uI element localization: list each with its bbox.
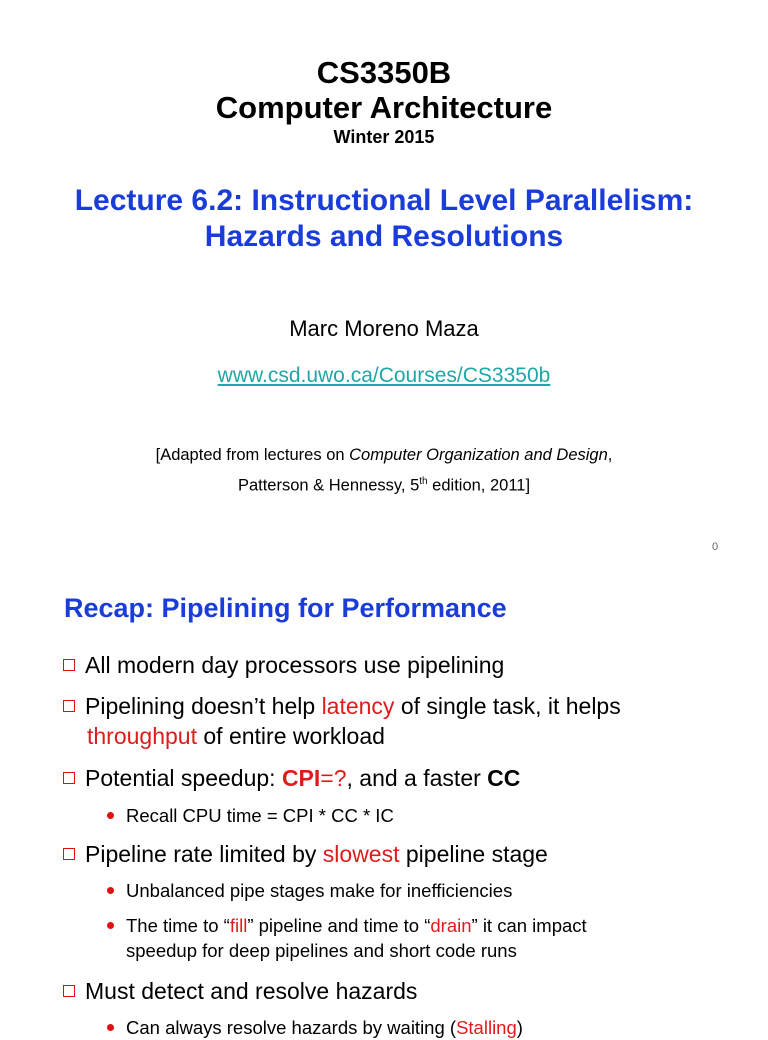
bullet-text: of single task, it helps xyxy=(394,693,621,719)
bullet-pipelining xyxy=(63,650,504,680)
author-name: Marc Moreno Maza xyxy=(289,316,479,341)
sub-bullet-fill-drain xyxy=(107,913,587,963)
sub-bullet-text: ” pipeline and time to “ xyxy=(247,915,431,936)
highlight-cpi: CPI xyxy=(281,765,321,791)
adapted-prefix: [Adapted from lectures on xyxy=(155,446,350,464)
adapted-edition: edition, 2011] xyxy=(427,476,531,495)
bullet-hazards xyxy=(63,976,417,1006)
adapted-comma: , xyxy=(607,446,613,464)
bullet-latency-throughput xyxy=(63,691,621,751)
highlight-throughput: throughput xyxy=(87,723,197,749)
sub-bullet-continuation: speedup for deep pipelines and short code runs xyxy=(126,940,517,961)
book-title: Computer Organization and Design xyxy=(349,446,608,464)
bullet-speedup xyxy=(63,763,520,793)
bullet-pipeline-rate xyxy=(63,839,548,869)
highlight-latency: latency xyxy=(321,693,395,719)
cc-text: CC xyxy=(487,765,521,791)
highlight-fill: fill xyxy=(229,915,248,936)
course-code: CS3350B xyxy=(316,55,452,90)
square-bullet-icon xyxy=(63,848,75,860)
course-url-link[interactable]: www.csd.uwo.ca/Courses/CS3350b xyxy=(217,364,551,387)
sub-bullet-text: Unbalanced pipe stages make for inefficiencies xyxy=(126,880,513,901)
highlight-drain: drain xyxy=(430,915,472,936)
lecture-title-line2: Hazards and Resolutions xyxy=(204,220,564,253)
course-name: Computer Architecture xyxy=(215,90,553,125)
bullet-continuation xyxy=(63,721,621,751)
bullet-text: All modern day processors use pipelining xyxy=(85,652,505,678)
square-bullet-icon xyxy=(63,772,75,784)
dot-bullet-icon xyxy=(107,922,114,929)
adapted-note-line2 xyxy=(0,468,768,500)
dot-bullet-icon xyxy=(107,1024,114,1031)
sub-bullet-text: Can always resolve hazards by waiting ( xyxy=(126,1017,457,1038)
bullet-text: , and a faster xyxy=(346,765,488,791)
url-row xyxy=(0,364,768,388)
page-number: 0 xyxy=(712,541,719,553)
recap-title: Recap: Pipelining for Performance xyxy=(64,593,507,623)
sub-bullet-text: ” it can impact xyxy=(471,915,587,936)
highlight-cpi-eq: =? xyxy=(320,765,347,791)
bullet-text: of entire workload xyxy=(196,723,385,749)
square-bullet-icon xyxy=(63,985,75,997)
edition-superscript: th xyxy=(419,476,428,487)
sub-bullet-text: ) xyxy=(516,1017,523,1038)
square-bullet-icon xyxy=(63,700,75,712)
dot-bullet-icon xyxy=(107,887,114,894)
highlight-stalling: Stalling xyxy=(456,1017,517,1038)
highlight-slowest: slowest xyxy=(322,841,400,867)
sub-bullet-text: Recall CPU time = CPI * CC * IC xyxy=(126,805,394,826)
sub-bullet-text: The time to “ xyxy=(126,915,230,936)
bullet-text: Pipelining doesn’t help xyxy=(85,693,322,719)
recap-slide xyxy=(0,565,768,1038)
sub-bullet-stalling xyxy=(107,1015,523,1040)
sub-bullet-unbalanced xyxy=(107,878,512,903)
term: Winter 2015 xyxy=(333,127,435,147)
sub-bullet-cpu-time xyxy=(107,803,394,828)
bullet-text: pipeline stage xyxy=(399,841,548,867)
bullet-text: Must detect and resolve hazards xyxy=(85,978,418,1004)
lecture-title-line1: Lecture 6.2: Instructional Level Parallelism: xyxy=(74,184,694,217)
square-bullet-icon xyxy=(63,659,75,671)
adapted-note-line1 xyxy=(0,441,768,469)
dot-bullet-icon xyxy=(107,812,114,819)
bullet-text: Potential speedup: xyxy=(85,765,282,791)
adapted-authors: Patterson & Hennessy, 5 xyxy=(237,476,420,495)
bullet-text: Pipeline rate limited by xyxy=(85,841,323,867)
